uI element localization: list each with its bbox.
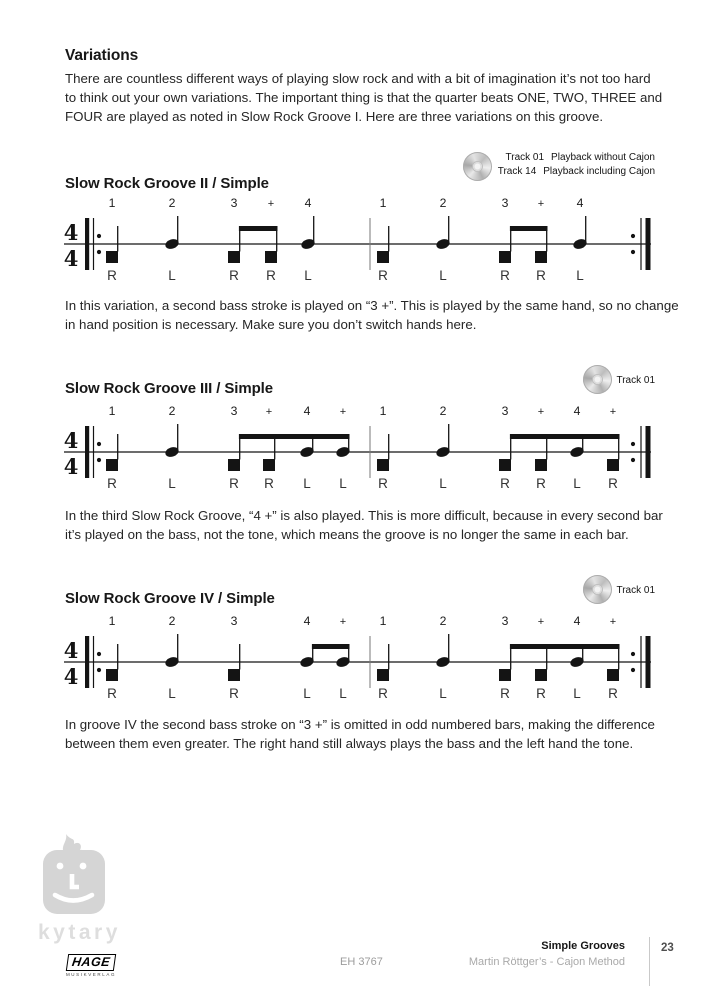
caption-line: between them even greater. The right hand still always plays the bass and the left hand the tone. (65, 736, 634, 751)
end-repeat-barline (646, 218, 651, 270)
hand-label: R (536, 476, 546, 491)
hand-label: L (439, 686, 447, 701)
track-description: Playback without Cajon (551, 152, 655, 163)
hand-label: R (500, 686, 510, 701)
hand-label: L (303, 476, 311, 491)
hand-label: L (168, 268, 176, 283)
note-bass (535, 669, 547, 681)
hand-label: R (107, 686, 117, 701)
note-bass (535, 459, 547, 471)
track-line (616, 584, 655, 598)
hand-label: L (573, 476, 581, 491)
beat-label: + (537, 198, 545, 210)
catalog-number: EH 3767 (340, 956, 383, 968)
beat-label: 3 (230, 614, 238, 628)
note-bass (535, 251, 547, 263)
end-repeat-barline (646, 636, 651, 688)
beat-label: 3 (501, 614, 509, 628)
beam (239, 226, 278, 231)
staff-svg (0, 402, 707, 502)
groove-title-4: Slow Rock Groove IV / Simple (65, 590, 275, 607)
beat-label: 4 (573, 404, 581, 418)
beat-label: 1 (379, 404, 387, 418)
publisher-logo (59, 953, 123, 977)
caption-groove-3 (65, 506, 663, 544)
footer-divider (649, 937, 650, 986)
beam (510, 226, 548, 231)
beat-label: + (267, 198, 275, 210)
caption-line: In the third Slow Rock Groove, “4 +” is also played. This is more difficult, because in every second bar (65, 508, 663, 523)
beat-label: 4 (304, 196, 312, 210)
caption-line: it’s played on the bass, not the tone, which means the groove is no longer the same in each bar. (65, 527, 629, 542)
beat-label: + (537, 616, 545, 628)
hand-label: R (536, 268, 546, 283)
hand-label: R (608, 686, 618, 701)
intro-line: There are countless different ways of playing slow rock and with a bit of imagination it’s not too hard (65, 71, 651, 86)
hand-label: L (439, 476, 447, 491)
beat-label: 2 (168, 196, 176, 210)
note-bass (228, 251, 240, 263)
beat-label: 1 (108, 196, 116, 210)
hand-label: R (536, 686, 546, 701)
note-bass (607, 669, 619, 681)
track-number: Track 14 (497, 165, 537, 177)
track-number: Track 01 (616, 585, 655, 596)
time-signature: 4 (63, 246, 79, 271)
beat-label: 2 (439, 196, 447, 210)
groove-title-3: Slow Rock Groove III / Simple (65, 380, 273, 397)
begin-repeat-barline (85, 426, 89, 478)
hand-label: L (168, 686, 176, 701)
hand-label: L (576, 268, 584, 283)
beat-label: 1 (108, 404, 116, 418)
beam (312, 644, 350, 649)
begin-repeat-barline (85, 636, 89, 688)
kytary-watermark (33, 833, 113, 928)
beat-label: 3 (501, 404, 509, 418)
hand-label: R (266, 268, 276, 283)
track-number: Track 01 (505, 152, 545, 163)
page-number: 23 (661, 942, 674, 954)
page-title: Variations (65, 47, 139, 64)
note-bass (106, 251, 118, 263)
beat-label: 2 (168, 614, 176, 628)
beat-label: + (339, 406, 347, 418)
note-bass (263, 459, 275, 471)
staff-svg (0, 612, 707, 712)
beat-label: 1 (379, 196, 387, 210)
publisher-subtitle: MUSIKVERLAG (65, 972, 117, 977)
track-line (616, 374, 655, 388)
end-repeat-barline (646, 426, 651, 478)
beat-label: 4 (303, 614, 311, 628)
note-bass (377, 459, 389, 471)
beat-label: 3 (230, 404, 238, 418)
caption-line: in hand position is necessary. Make sure you don’t switch hands here. (65, 317, 477, 332)
note-bass (499, 669, 511, 681)
beat-label: 1 (379, 614, 387, 628)
note-bass (607, 459, 619, 471)
time-signature: 4 (63, 638, 79, 663)
intro-line: to think out your own variations. The important thing is that the quarter beats ONE, TWO, THREE and (65, 90, 663, 105)
beat-label: 4 (303, 404, 311, 418)
time-signature: 4 (63, 454, 79, 479)
cd-icon (583, 365, 612, 394)
beat-label: 1 (108, 614, 116, 628)
caption-line: In groove IV the second bass stroke on “3 +” is omitted in odd numbered bars, making the difference (65, 717, 655, 732)
note-bass (499, 251, 511, 263)
hand-label: R (500, 476, 510, 491)
caption-groove-4 (65, 715, 655, 753)
groove-title-2: Slow Rock Groove II / Simple (65, 175, 269, 192)
beat-label: 3 (230, 196, 238, 210)
hand-label: R (608, 476, 618, 491)
hand-label: L (303, 686, 311, 701)
cd-icon (583, 575, 612, 604)
time-signature: 4 (63, 220, 79, 245)
cd-icon (463, 152, 492, 181)
beat-label: 2 (439, 404, 447, 418)
beat-label: + (609, 406, 617, 418)
chapter-title: Simple Grooves (541, 940, 625, 952)
footer-titles (469, 940, 625, 968)
track-info-groove-3 (616, 374, 655, 388)
note-bass (106, 459, 118, 471)
beat-label: + (537, 406, 545, 418)
hand-label: R (229, 268, 239, 283)
intro-line: FOUR are played as noted in Slow Rock Groove I. Here are three variations on this groove. (65, 109, 604, 124)
hand-label: R (378, 686, 388, 701)
staff-svg (0, 194, 707, 294)
hand-label: R (378, 476, 388, 491)
book-title: Martin Röttger’s - Cajon Method (468, 956, 625, 968)
hand-label: L (304, 268, 312, 283)
hand-label: L (339, 686, 347, 701)
hand-label: L (339, 476, 347, 491)
begin-repeat-barline (85, 218, 89, 270)
track-number: Track 01 (616, 375, 655, 386)
track-line (498, 151, 655, 165)
beat-label: + (609, 616, 617, 628)
hand-label: R (229, 686, 239, 701)
note-bass (377, 251, 389, 263)
beat-label: 4 (573, 614, 581, 628)
beam (239, 434, 350, 439)
hand-label: R (500, 268, 510, 283)
staff-notation-groove-2 (0, 194, 707, 294)
hand-label: L (573, 686, 581, 701)
note-bass (228, 459, 240, 471)
time-signature: 4 (63, 428, 79, 453)
kytary-wordmark: kytary (38, 921, 121, 944)
hand-label: R (378, 268, 388, 283)
track-description: Playback including Cajon (543, 165, 655, 177)
caption-groove-2 (65, 296, 679, 334)
track-info-groove-4 (616, 584, 655, 598)
note-bass (499, 459, 511, 471)
beat-label: 2 (439, 614, 447, 628)
note-bass (228, 669, 240, 681)
staff-notation-groove-4 (0, 612, 707, 712)
beat-label: 3 (501, 196, 509, 210)
beat-label: 2 (168, 404, 176, 418)
hand-label: R (107, 476, 117, 491)
track-info-groove-2 (498, 151, 655, 178)
beam (510, 644, 620, 649)
kytary-logo-icon (33, 833, 113, 923)
caption-line: In this variation, a second bass stroke is played on “3 +”. This is played by the same hand, so no change (65, 298, 679, 313)
hand-label: R (264, 476, 274, 491)
publisher-name: HAGE (66, 954, 117, 971)
beat-label: 4 (576, 196, 584, 210)
note-bass (106, 669, 118, 681)
hand-label: R (229, 476, 239, 491)
beat-label: + (339, 616, 347, 628)
hand-label: R (107, 268, 117, 283)
beat-label: + (265, 406, 273, 418)
beam (510, 434, 620, 439)
note-bass (377, 669, 389, 681)
staff-notation-groove-3 (0, 402, 707, 502)
hand-label: L (439, 268, 447, 283)
track-line (498, 165, 655, 179)
time-signature: 4 (63, 664, 79, 689)
note-bass (265, 251, 277, 263)
intro-paragraph (65, 69, 662, 126)
hand-label: L (168, 476, 176, 491)
